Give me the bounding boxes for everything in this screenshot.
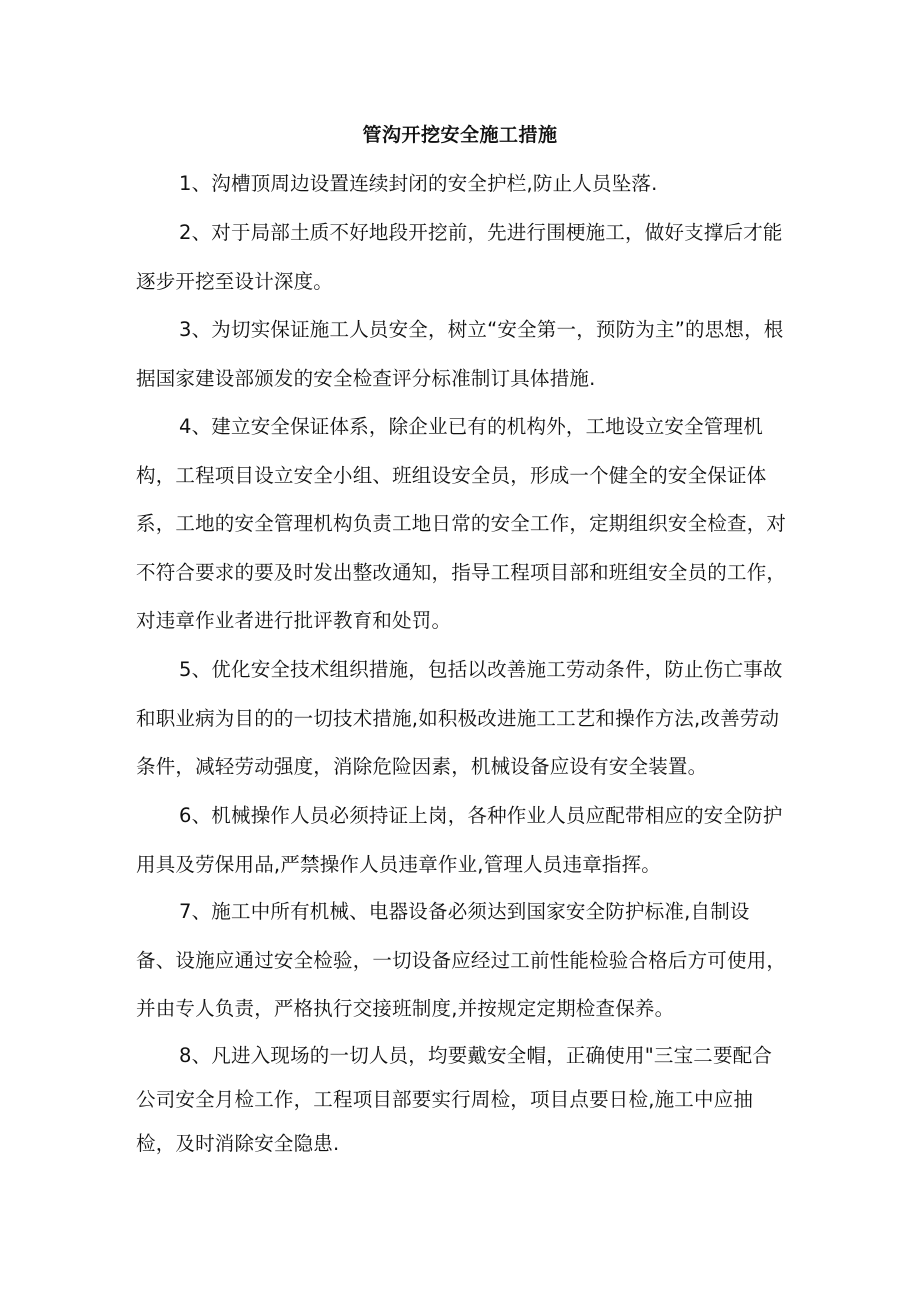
paragraph-7: 7、施工中所有机械、电器设备必须达到国家安全防护标准,自制设备、设施应通过安全检验，一切设备应经过工前性能检验合格后方可使用，并由专人负责，严格执行交接班制度,并按规定定期检查保养。 [136, 900, 787, 1020]
paragraph-4: 4、建立安全保证体系，除企业已有的机构外，工地设立安全管理机构，工程项目设立安全小组、班组设安全员，形成一个健全的安全保证体系，工地的安全管理机构负责工地日常的安全工作，定期组织安全检查，对不符合要求的要及时发出整改通知，指导工程项目部和班组安全员的工作，对违章作业者进行批评教育和处罚。 [136, 415, 787, 632]
document-title: 管沟开挖安全施工措施 [362, 124, 558, 146]
paragraph-8: 8、凡进入现场的一切人员，均要戴安全帽，正确使用"三宝二要配合公司安全月检工作，工程项目部要实行周检，项目点要日检,施工中应抽检，及时消除安全隐患. [136, 1044, 773, 1155]
paragraph-3: 3、为切实保证施工人员安全，树立“安全第一，预防为主”的思想，根据国家建设部颁发的安全检查评分标准制订具体措施. [136, 318, 784, 390]
paragraph-6: 6、机械操作人员必须持证上岗，各种作业人员应配带相应的安全防护用具及劳保用品,严禁操作人员违章作业,管理人员违章指挥。 [136, 804, 783, 876]
paragraph-5: 5、优化安全技术组织措施，包括以改善施工劳动条件，防止伤亡事故和职业病为目的的一切技术措施,如积极改进施工工艺和操作方法,改善劳动条件，减轻劳动强度，消除危险因素，机械设备应设有安全装置。 [136, 658, 783, 778]
paragraph-1: 1、沟槽顶周边设置连续封闭的安全护栏,防止人员坠落. [179, 172, 658, 195]
paragraph-2: 2、对于局部土质不好地段开挖前，先进行围梗施工，做好支撑后才能逐步开挖至设计深度。 [136, 221, 783, 293]
